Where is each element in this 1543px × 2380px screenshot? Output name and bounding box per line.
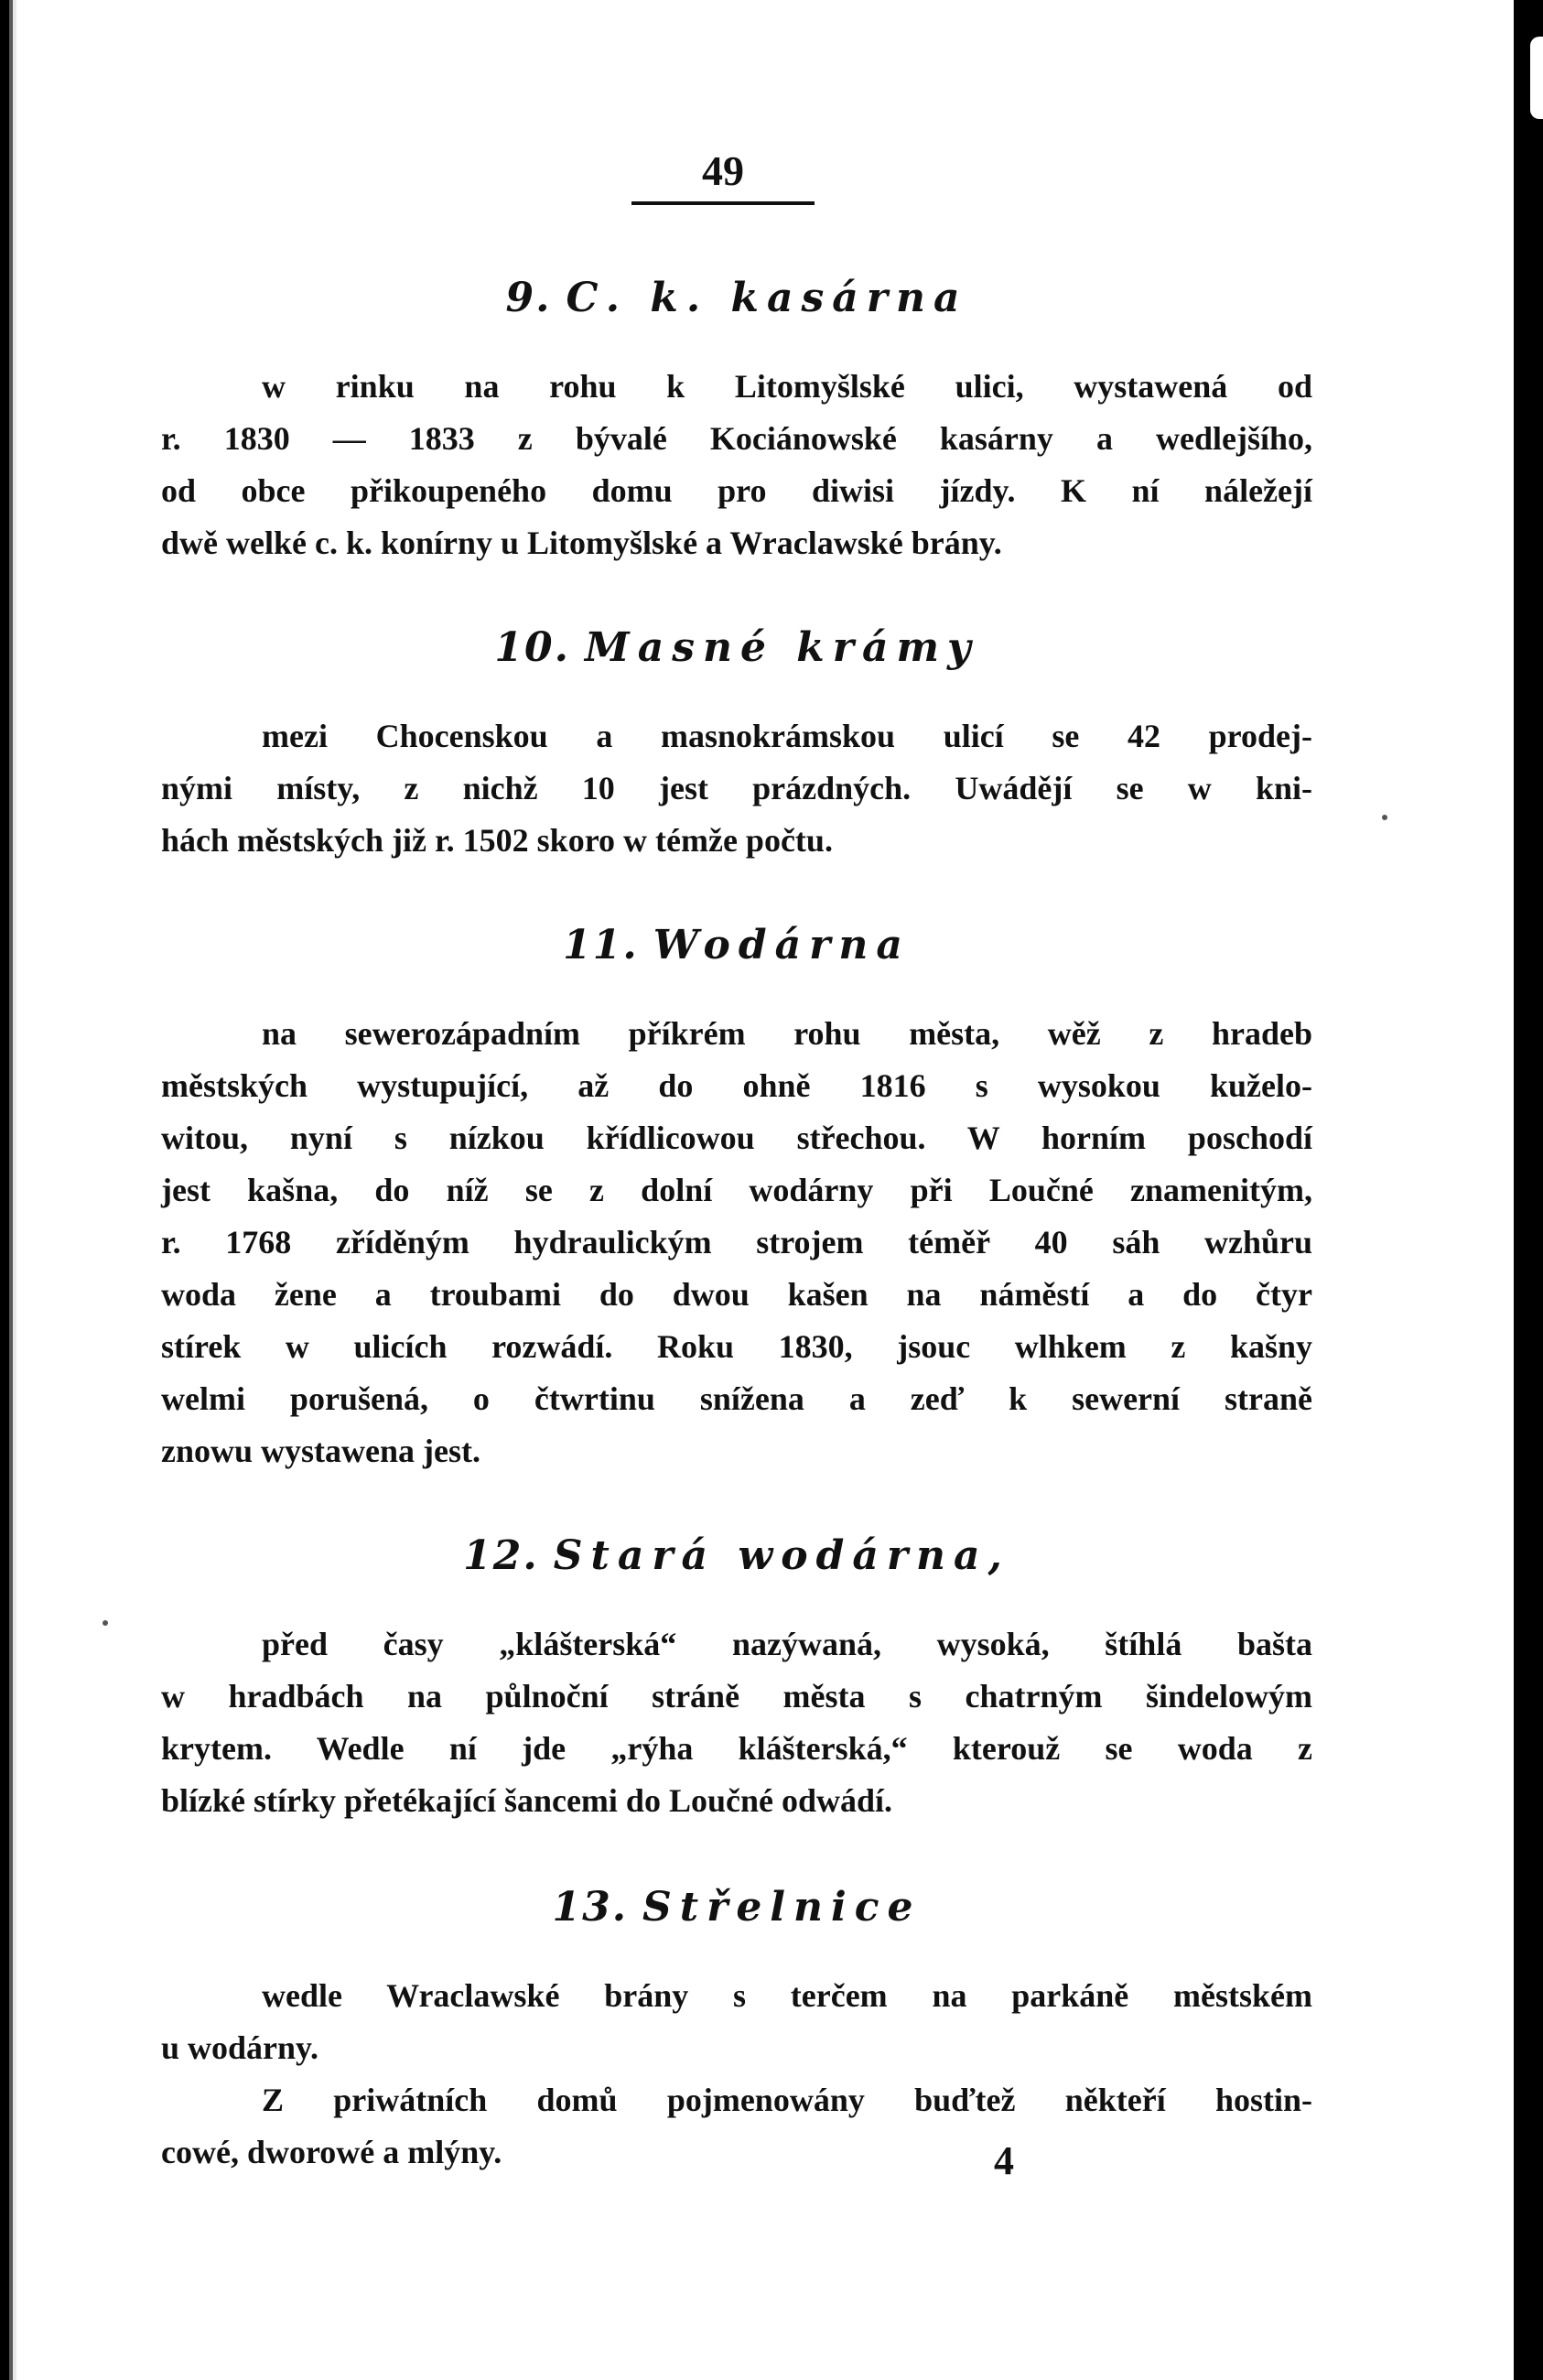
page-number-rule (631, 201, 815, 205)
section-heading: 11. Wodárna (563, 922, 911, 968)
section-11 (161, 920, 1312, 1477)
section-13 (161, 1882, 1312, 2179)
page-number: 49 (702, 147, 744, 194)
scan-left-edge (0, 0, 16, 2380)
section-10 (161, 622, 1312, 867)
specks (1382, 815, 1387, 820)
section-heading: 12. Stará wodárna, (463, 1532, 1010, 1579)
section-9 (161, 273, 1312, 569)
section-body: wedle Wraclawské brány s terčem na parkáně městském u wodárny. Z priwátních domů pojmenowány buďtež někteří hostin- cowé, dworowé a mlýny. (161, 1977, 1312, 2170)
specks (103, 1620, 108, 1626)
section-12 (161, 1531, 1312, 1827)
section-body: w rinku na rohu k Litomyšlské ulici, wystawená od r. 1830 — 1833 z bývalé Kociánowské kasárny a wedlejšího, od obce přikoupeného domu pro diwisi jízdy. K ní náležejí dwě welké c. k. konírny u Litomyšlské a Wraclawské brány. (161, 368, 1312, 561)
section-body: na sewerozápadním příkrém rohu města, wěž z hradeb městských wystupující, až do ohně 1816 s wysokou kuželo- witou, nyní s nízkou křídlicowou střechou. W horním poschodí jest kašna, do níž se z dolní wodárny při Loučné znamenitým, r. 1768 zříděným hydraulickým strojem téměř 40 sáh wzhůru woda žene a troubami do dwou kašen na náměstí a do čtyr stírek w ulicích rozwádí. Roku 1830, jsouc wlhkem z kašny welmi porušená, o čtwrtinu snížena a zeď k sewerní straně znowu wystawena jest. (161, 1015, 1312, 1469)
section-heading: 9. C. k. kasárna (505, 275, 968, 321)
section-body: před časy „klášterská“ nazýwaná, wysoká, štíhlá bašta w hradbách na půlnoční stráně města s chatrným šindelowým krytem. Wedle ní jde „rýha klášterská,“ kterouž se woda z blízké stírky přetékající šancemi do Loučné odwádí. (161, 1626, 1312, 1819)
section-body: mezi Chocenskou a masnokrámskou ulicí se 42 prodej- nými místy, z nichž 10 jest prázdných. Uwádějí se w kni- hách městských již r. 1502 skoro w témže počtu. (161, 718, 1312, 859)
sections (161, 273, 1312, 2179)
section-heading: 10. Masné krámy (494, 624, 979, 671)
scan-right-edge (1514, 0, 1543, 2380)
section-heading: 13. Střelnice (552, 1884, 922, 1931)
signature-mark: 4 (994, 2138, 1014, 2183)
